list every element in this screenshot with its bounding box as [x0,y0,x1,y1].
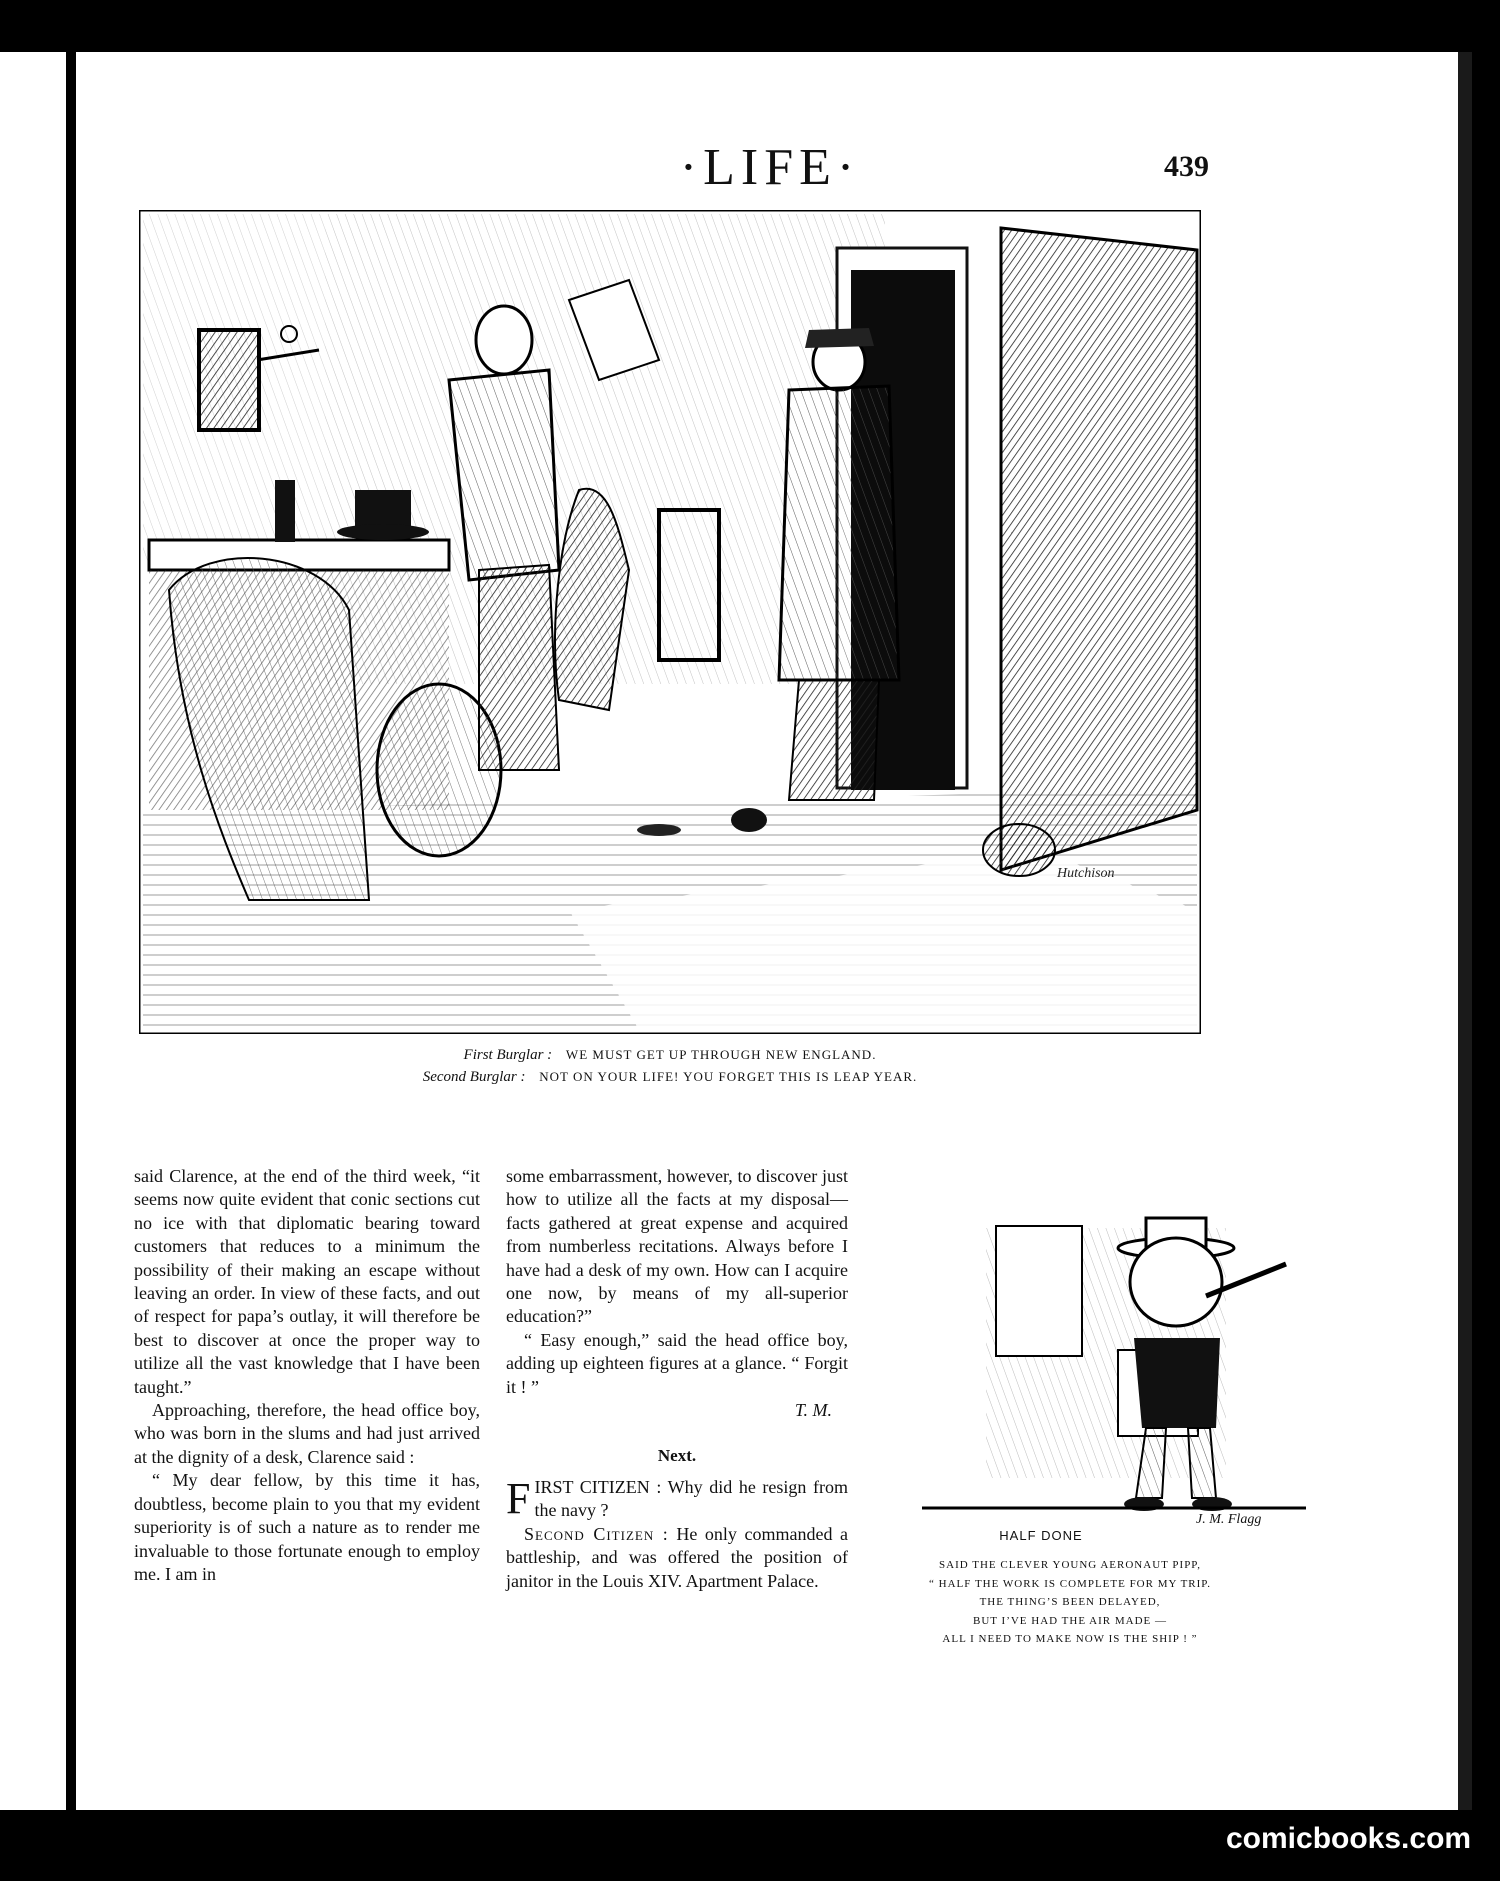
cartoon-drawing [866,1178,1326,1538]
caption-line-2 [139,1066,1201,1088]
first-citizen-label: IRST CITIZEN [534,1476,650,1497]
caption-line-1 [139,1044,1201,1066]
cartoon-signature: J. M. Flagg [1196,1512,1262,1527]
caption-text-2: NOT ON YOUR LIFE! YOU FORGET THIS IS LEAP YEAR. [539,1069,918,1084]
verse-line: BUT I’VE HAD THE AIR MADE — [972,1614,1168,1627]
caption-text-1: WE MUST GET UP THROUGH NEW ENGLAND. [565,1047,877,1062]
first-citizen-text: : Why did he resign from the navy ? [534,1476,848,1521]
burglar-illustration [139,210,1201,1034]
article-signature: T. M. [794,1400,832,1421]
drop-cap: F [506,1473,531,1523]
cartoon-verse [880,1556,1260,1649]
article-paragraph: some embarrassment, however, to discover just how to utilize all the facts at my disposal—facts gathered at great expense and acquired from numberless recitations. Always before I have had a desk of my own. How can I acquire one now, by means of my all-superior education?” [506,1166,848,1327]
verse-line: ALL I NEED TO MAKE NOW IS THE SHIP ! ” [942,1633,1198,1645]
article-column-2 [506,1165,848,1593]
next-second-citizen [506,1523,848,1593]
watermark: comicbooks.com [1226,1822,1472,1855]
caption-speaker-1: First Burglar : [463,1047,553,1063]
masthead: ·LIFE· [679,139,861,196]
second-citizen-label: Second Citizen : [524,1523,669,1544]
second-citizen-text: He only commanded a battleship, and was offered the position of janitor in the Louis XIV. Apartment Palace. [506,1523,848,1591]
next-heading: Next. [657,1446,697,1466]
article-paragraph: “ My dear fellow, by this time it has, doubtless, become plain to you that my evident superiority is of such a nature as to render me invaluable to those fortunate enough to employ me. I am in [134,1470,480,1584]
cartoon-title: HALF DONE [999,1528,1083,1543]
artist-signature: Hutchison [1057,866,1115,881]
verse-line: SAID THE CLEVER YOUNG AERONAUT PIPP, [939,1559,1201,1571]
article-paragraph: Approaching, therefore, the head office boy, who was born in the slums and had just arrived at the dignity of a desk, Clarence said : [134,1400,480,1467]
page-edge-shadow [1458,52,1472,1810]
article-paragraph: said Clarence, at the end of the third week, “it seems now quite evident that conic sections cut no ice with that diplomatic bearing toward customers that reduces to a minimum the possibility of their making an escape without leaving an order. In view of these facts, and out of respect for papa’s outlay, it will therefore be best to discover at once the proper way to utilize all the vast knowledge that I have been taught.” [134,1166,480,1397]
left-page-edge [0,52,69,1810]
page-number: 439 [1164,150,1209,183]
verse-line: “ HALF THE WORK IS COMPLETE FOR MY TRIP. [929,1577,1211,1590]
caption-speaker-2: Second Burglar : [422,1069,526,1085]
verse-line: THE THING’S BEEN DELAYED, [979,1596,1161,1608]
illustration-drawing [139,210,1201,1034]
illustration-caption [139,1044,1201,1088]
next-first-citizen [506,1473,848,1523]
aeronaut-cartoon [866,1178,1326,1538]
article-column-1 [134,1165,480,1586]
article-paragraph: “ Easy enough,” said the head office boy, adding up eighteen figures at a glance. “ Forgit it ! ” [506,1329,848,1397]
